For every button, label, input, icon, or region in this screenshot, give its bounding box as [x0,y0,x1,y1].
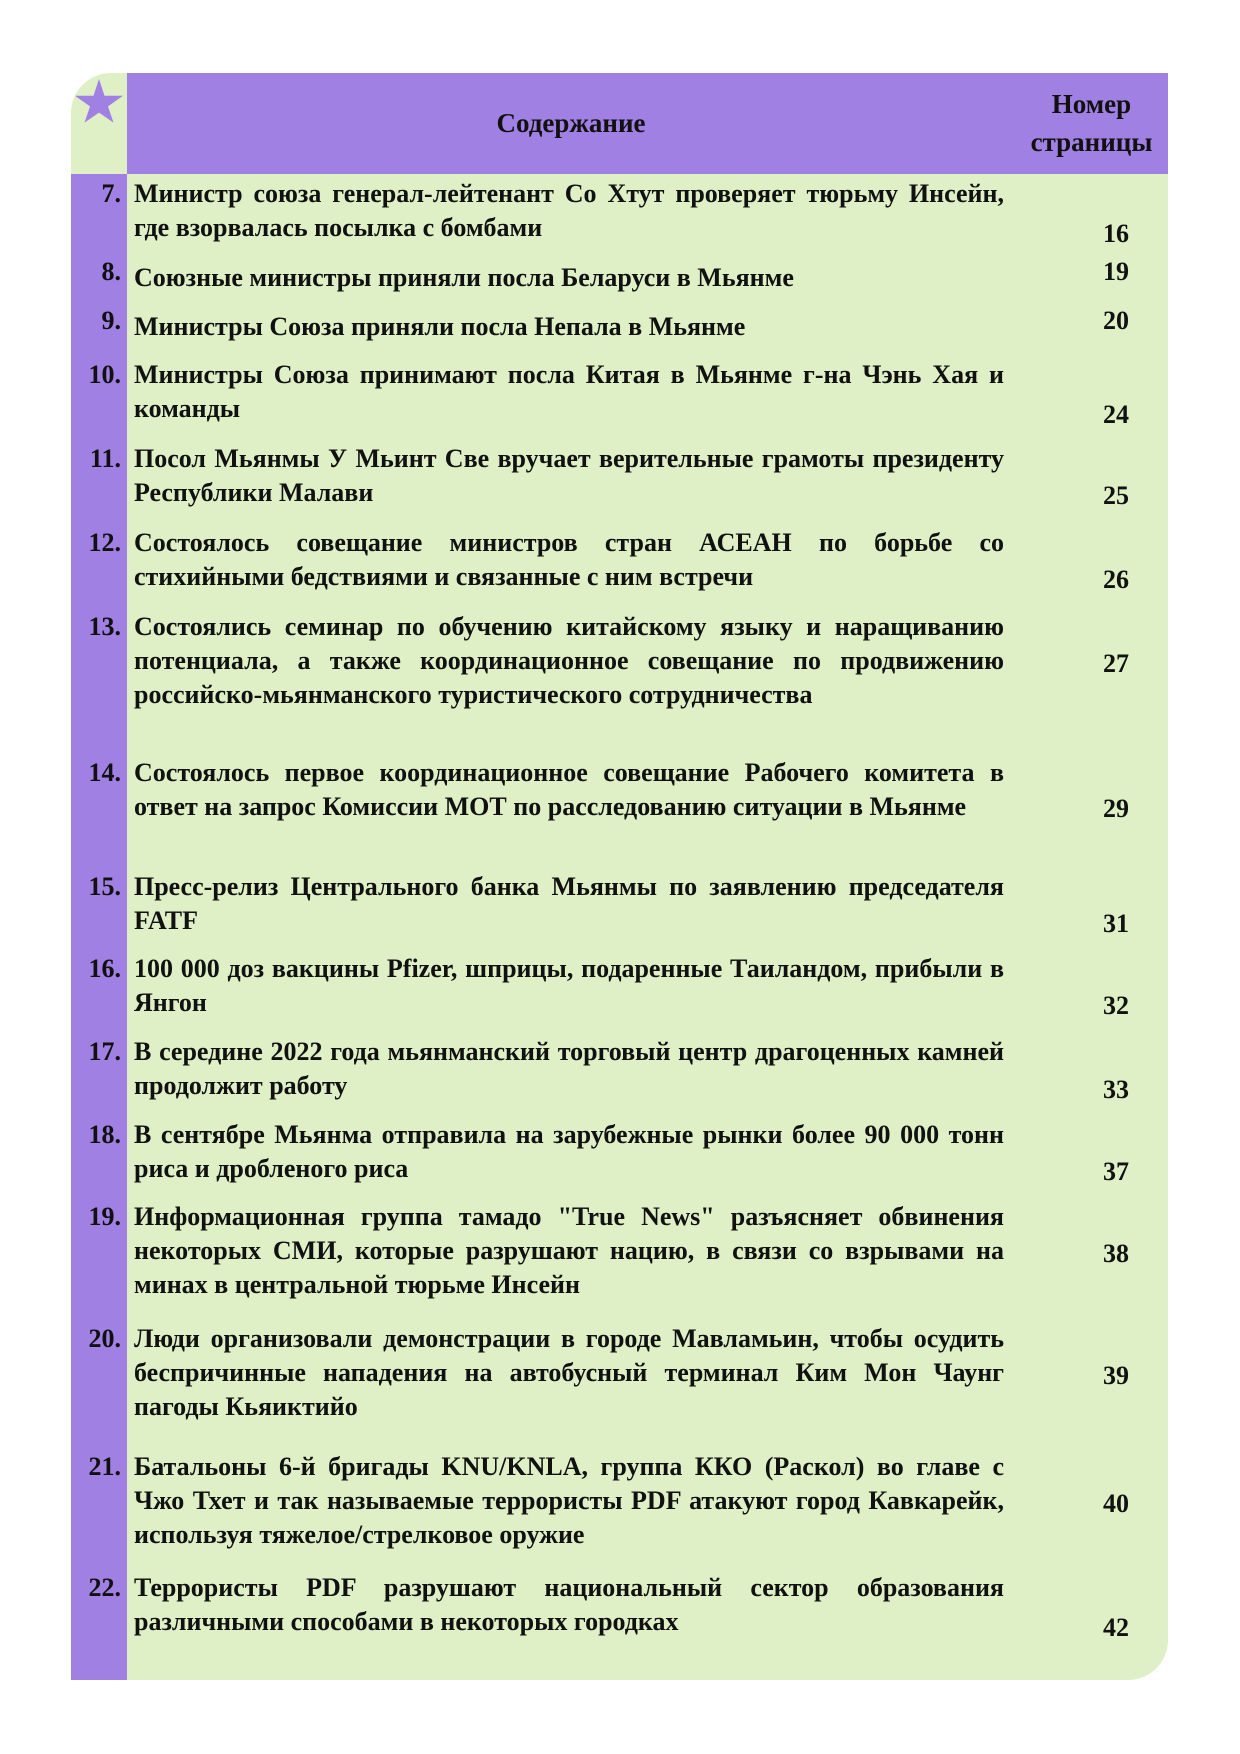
entry-number: 12. [88,528,121,557]
entry-page: 38 [1103,1239,1129,1268]
entry-title: В сентябре Мьянма отправила на зарубежные рынки более 90 000 тонн риса и дробленого риса [134,1120,1004,1183]
star-icon [74,79,124,127]
entry-title: В середине 2022 года мьянманский торговый центр драгоценных камней продолжит работу [134,1037,1004,1100]
entry-title: Посол Мьянмы У Мьинт Све вручает верительные грамоты президенту Республики Малави [134,444,1004,507]
entry-title: Состоялись семинар по обучению китайскому языку и наращиванию потенциала, а также координационное совещание по продвижению российско-мьянманского туристического сотрудничества [134,612,1004,709]
entry-number: 9. [101,306,121,335]
entry-page: 31 [1103,909,1129,938]
entry-page: 42 [1103,1613,1129,1642]
entry-title: Батальоны 6-й бригады KNU/KNLA, группа ККО (Раскол) во главе с Чжо Тхет и так называемые террористы PDF атакуют город Кавкарейк, используя тяжелое/стрелковое оружие [134,1452,1004,1549]
entry-number: 7. [101,179,121,208]
entry-number: 8. [101,257,121,286]
entry-number: 17. [88,1037,121,1066]
entry-number: 22. [88,1573,121,1602]
entry-number: 19. [88,1202,121,1231]
entry-page: 20 [1103,306,1129,335]
entry-page: 19 [1103,257,1129,286]
entry-page: 29 [1103,794,1129,823]
entry-title: Люди организовали демонстрации в городе Мавламьин, чтобы осудить беспричинные нападения на автобусный терминал Ким Мон Чаунг пагоды Кьяиктийо [134,1324,1004,1421]
page-number-heading [1015,85,1168,161]
entry-page: 33 [1103,1075,1129,1104]
entry-number: 10. [88,360,121,389]
entry-page: 40 [1103,1489,1129,1518]
entry-number: 20. [88,1324,121,1353]
entry-title: Информационная группа тамадо "True News" разъясняет обвинения некоторых СМИ, которые разрушают нацию, в связи со взрывами на минах в центральной тюрьме Инсейн [134,1202,1004,1299]
entry-title: 100 000 доз вакцины Pfizer, шприцы, подаренные Таиландом, прибыли в Янгон [134,954,1004,1017]
entry-number: 11. [89,444,121,473]
entry-title: Министр союза генерал-лейтенант Со Хтут проверяет тюрьму Инсейн, где взорвалась посылка с бомбами [134,179,1004,242]
entry-page: 26 [1103,565,1129,594]
entry-page: 32 [1103,991,1129,1020]
entry-title: Министры Союза принимают посла Китая в Мьянме г-на Чэнь Хая и команды [134,360,1004,423]
entry-number: 18. [88,1120,121,1149]
entry-title: Террористы PDF разрушают национальный сектор образования различными способами в некоторых городках [134,1573,1004,1636]
entry-number: 21. [88,1452,121,1481]
entry-page: 16 [1103,219,1129,248]
entry-number: 15. [88,872,121,901]
entry-page: 27 [1103,649,1129,678]
entry-title: Министры Союза приняли посла Непала в Мьянме [134,312,746,341]
entry-number: 16. [88,954,121,983]
contents-heading: Содержание [496,108,646,138]
entry-title: Состоялось первое координационное совещание Рабочего комитета в ответ на запрос Комиссии МОТ по расследованию ситуации в Мьянме [134,758,1004,821]
page-number-heading-line2: страницы [1030,127,1153,157]
entry-page: 25 [1103,481,1129,510]
entry-title: Союзные министры приняли посла Беларуси в Мьянме [134,263,794,292]
entry-page: 39 [1103,1361,1129,1390]
entry-number: 13. [88,612,121,641]
entry-number: 14. [88,758,121,787]
page-number-heading-line1: Номер [1051,89,1132,119]
entry-title: Состоялось совещание министров стран АСЕАН по борьбе со стихийными бедствиями и связанные с ним встречи [134,528,1004,591]
table-of-contents [71,73,1168,1680]
entry-page: 37 [1103,1157,1129,1186]
entry-title: Пресс-релиз Центрального банка Мьянмы по заявлению председателя FATF [134,872,1004,935]
entry-page: 24 [1103,400,1129,429]
